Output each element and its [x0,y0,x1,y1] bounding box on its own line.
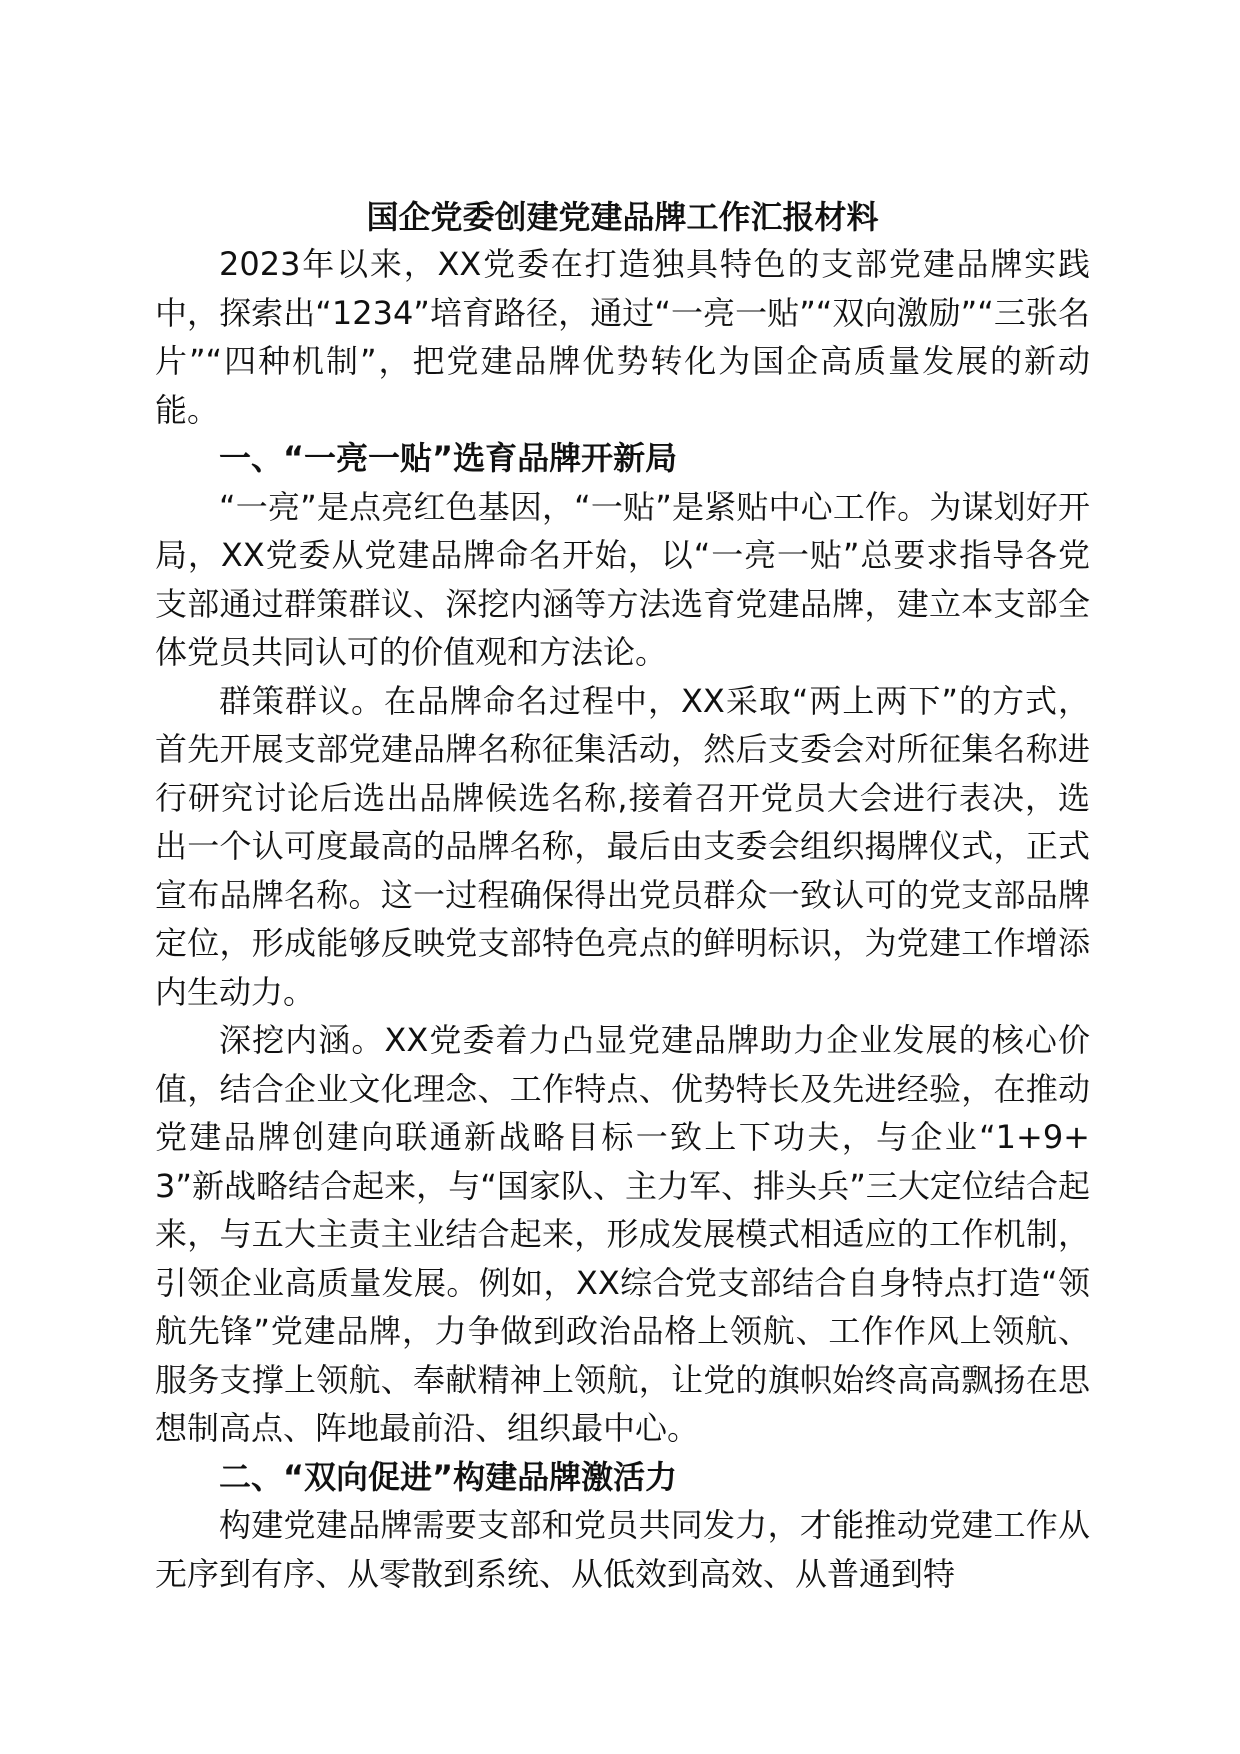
section-1-paragraph-2: 群策群议。在品牌命名过程中，XX采取“两上两下”的方式，首先开展支部党建品牌名称征集活动，然后支委会对所征集名称进行研究讨论后选出品牌候选名称,接着召开党员大会进行表决，选出一个认可度最高的品牌名称，最后由支委会组织揭牌仪式，正式宣布品牌名称。这一过程确保得出党员群众一致认可的党支部品牌定位，形成能够反映党支部特色亮点的鲜明标识，为党建工作增添内生动力。 [155,681,1090,1011]
document-title: 国企党委创建党建品牌工作汇报材料 [366,198,879,236]
intro-paragraph: 2023年以来，XX党委在打造独具特色的支部党建品牌实践中，探索出“1234”培育路径，通过“一亮一贴”“双向激励”“三张名片”“四种机制”，把党建品牌优势转化为国企高质量发展的新动能。 [155,245,1090,429]
section-1-paragraph-1: “一亮”是点亮红色基因，“一贴”是紧贴中心工作。为谋划好开局，XX党委从党建品牌命名开始，以“一亮一贴”总要求指导各党支部通过群策群议、深挖内涵等方法选育党建品牌，建立本支部全体党员共同认可的价值观和方法论。 [155,487,1090,671]
document-body [155,194,1090,1598]
section-2-heading: 二、“双向促进”构建品牌激活力 [219,1457,678,1496]
section-1-heading: 一、“一亮一贴”选育品牌开新局 [219,439,678,477]
section-1-paragraph-3: 深挖内涵。XX党委着力凸显党建品牌助力企业发展的核心价值，结合企业文化理念、工作特点、优势特长及先进经验，在推动党建品牌创建向联通新战略目标一致上下功夫，与企业“1+9+3”新战略结合起来，与“国家队、主力军、排头兵”三大定位结合起来，与五大主责主业结合起来，形成发展模式相适应的工作机制，引领企业高质量发展。例如，XX综合党支部结合自身特点打造“领航先锋”党建品牌，力争做到政治品格上领航、工作作风上领航、服务支撑上领航、奉献精神上领航，让党的旗帜始终高高飘扬在思想制高点、阵地最前沿、组织最中心。 [155,1021,1090,1447]
section-2-paragraph-1: 构建党建品牌需要支部和党员共同发力，才能推动党建工作从无序到有序、从零散到系统、从低效到高效、从普通到特 [155,1506,1090,1593]
